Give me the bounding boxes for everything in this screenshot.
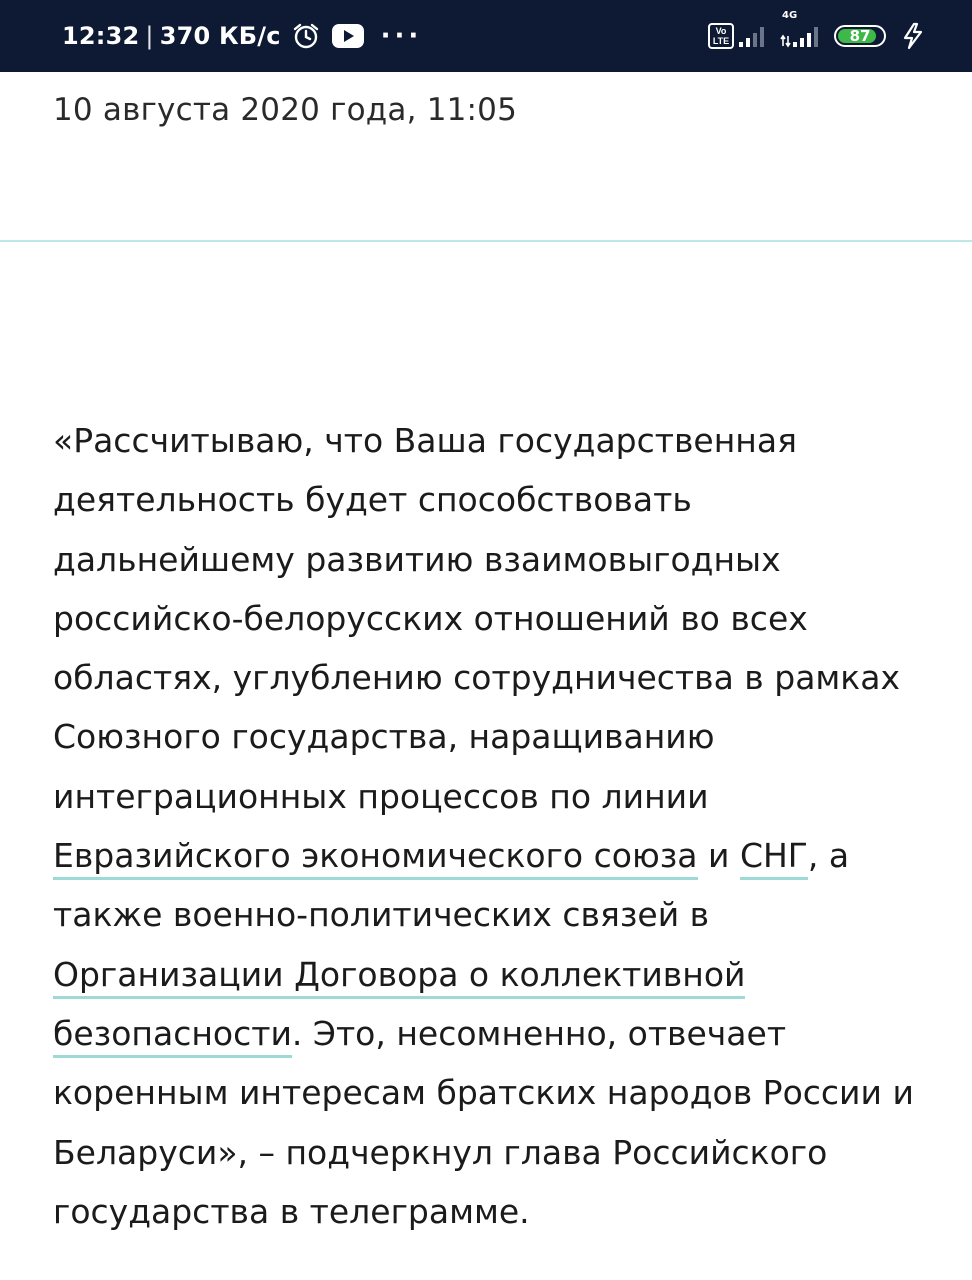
status-bar <box>0 0 972 72</box>
volte-bottom-label: LTE <box>712 36 730 46</box>
network-type-label: 4G <box>782 10 798 21</box>
volte-signal <box>708 23 766 49</box>
paragraph-text-3: , а также военно-политических связей в <box>53 836 850 935</box>
article-paragraph <box>53 411 928 1241</box>
youtube-icon <box>331 23 365 49</box>
paragraph-text-2: и <box>697 836 740 876</box>
paragraph-text-4: . Это, несомненно, отвечает коренным интересам братских народов России и Беларуси», – подчеркнул глава Российского государства в телеграмме. <box>53 1013 914 1231</box>
status-bar-right <box>708 0 926 72</box>
status-separator: | <box>145 22 154 50</box>
4g-signal <box>780 10 820 48</box>
link-csto[interactable]: Организации Договора о коллективной безопасности <box>53 955 745 1058</box>
network-speed: 370 КБ/с <box>159 22 281 50</box>
alarm-icon <box>291 21 321 51</box>
signal-2-icon <box>780 24 820 48</box>
battery-level: 87 <box>849 27 871 45</box>
article-date: 10 августа 2020 года, 11:05 <box>53 92 518 128</box>
signal-1-icon <box>738 24 766 48</box>
battery-icon <box>834 25 886 47</box>
charging-icon <box>900 22 926 50</box>
link-cis[interactable]: СНГ <box>740 836 808 880</box>
divider <box>0 240 972 242</box>
paragraph-text-1: «Рассчитываю, что Ваша государственная деятельность будет способствовать дальнейшему развитию взаимовыгодных российско-белорусских отношений во всех областях, углублению сотрудничества в рамках Союзного государства, наращиванию интеграционных процессов по линии <box>53 421 900 816</box>
clock: 12:32 <box>62 22 140 50</box>
link-eaeu[interactable]: Евразийского экономического союза <box>53 836 698 880</box>
status-bar-left <box>62 0 422 72</box>
volte-top-label: Vo <box>715 26 727 36</box>
more-notifications-icon: ··· <box>380 21 423 51</box>
volte-icon <box>708 23 734 49</box>
